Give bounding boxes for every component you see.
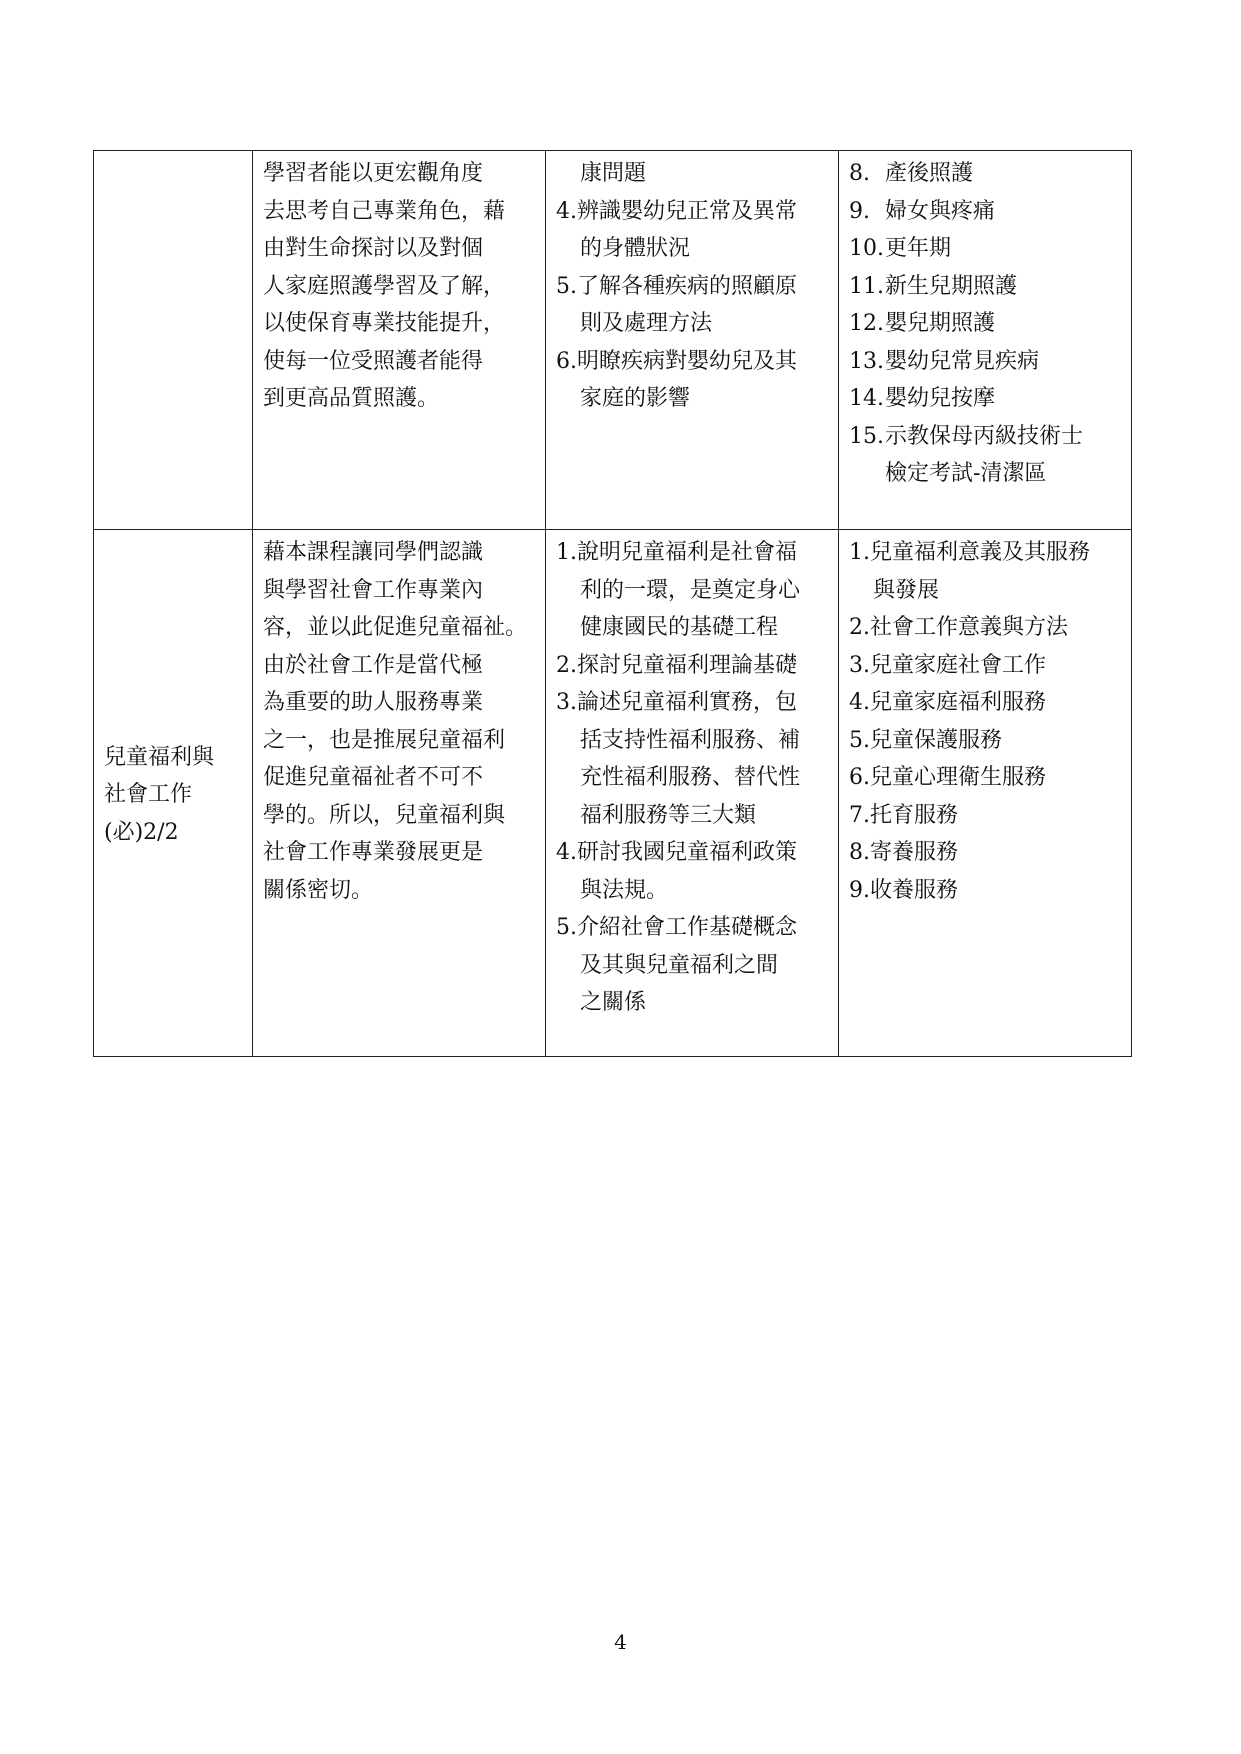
goals-cell: [546, 151, 839, 530]
content-item: [849, 418, 1125, 456]
content-item-number: 11.: [849, 273, 884, 299]
content-item-text: 嬰兒期照護: [885, 311, 996, 336]
page-number: 4: [614, 1630, 627, 1654]
content-item: [849, 305, 1125, 343]
course-name-line: (必)2/2: [104, 819, 179, 845]
objective-line: 之一，也是推展兒童福利: [263, 727, 506, 753]
goal-line: 家庭的影響: [580, 386, 691, 411]
course-name-cell: [94, 530, 253, 1057]
goal-line: 充性福利服務、替代性: [580, 765, 801, 790]
objective-line: 與學習社會工作專業內: [263, 577, 484, 603]
content-item-number: 8.: [849, 161, 870, 186]
content-cell: [839, 151, 1132, 530]
goal-line: 4.辨識嬰幼兒正常及異常: [556, 198, 797, 224]
content-item-number: 10.: [849, 236, 884, 261]
objective-line: 人家庭照護學習及了解，: [263, 273, 506, 299]
goal-line: 則及處理方法: [580, 311, 713, 336]
goal-line: 括支持性福利服務、補: [580, 727, 801, 753]
content-item: [849, 230, 1125, 268]
table-row: [94, 530, 1132, 1057]
content-item-number: 12.: [849, 311, 884, 336]
objective-line: 社會工作專業發展更是: [263, 840, 484, 865]
content-item-text: 嬰幼兒常見疾病: [885, 348, 1040, 374]
goal-line: 之關係: [580, 990, 647, 1015]
content-item: [849, 343, 1125, 381]
content-item: 與發展: [873, 577, 940, 603]
objective-line: 學的。所以，兒童福利與: [263, 802, 506, 828]
goal-line: 及其與兒童福利之間: [580, 952, 779, 978]
objective-line: 學習者能以更宏觀角度: [263, 161, 484, 186]
content-item-number: 9.: [849, 198, 870, 224]
content-item-number: 13.: [849, 348, 884, 374]
course-name-line: 社會工作: [104, 782, 193, 808]
goal-line: 2.探討兒童福利理論基礎: [556, 652, 797, 678]
content-item-text: 新生兒期照護: [885, 273, 1018, 299]
goal-line: 4.研討我國兒童福利政策: [556, 840, 797, 865]
objective-line: 由對生命探討以及對個: [263, 236, 484, 261]
goal-line: 利的一環，是奠定身心: [580, 577, 801, 603]
objective-line: 藉本課程讓同學們認識: [263, 540, 484, 565]
goal-line: 3.論述兒童福利實務，包: [556, 690, 797, 715]
goal-line: 5.了解各種疾病的照顧原: [556, 273, 797, 299]
content-item-number: 15.: [849, 423, 884, 449]
objective-line: 關係密切。: [263, 877, 374, 903]
goal-line: 福利服務等三大類: [580, 802, 757, 828]
course-name-line: 兒童福利與: [104, 744, 215, 770]
content-item: 6.兒童心理衛生服務: [849, 765, 1046, 790]
content-item: [849, 268, 1125, 306]
goal-line: 康問題: [580, 161, 647, 186]
content-item: 9.收養服務: [849, 877, 958, 903]
table-row: [94, 151, 1132, 530]
objective-cell: [253, 530, 546, 1057]
content-item: 3.兒童家庭社會工作: [849, 652, 1046, 678]
goal-line: 的身體狀況: [580, 236, 691, 261]
content-item-text: 更年期: [885, 236, 952, 261]
objective-line: 到更高品質照護。: [263, 386, 440, 411]
course-name-cell: [94, 151, 253, 530]
objective-cell: [253, 151, 546, 530]
content-item: [849, 380, 1125, 418]
goal-line: 與法規。: [580, 877, 669, 903]
goals-cell: [546, 530, 839, 1057]
content-item-text: 嬰幼兒按摩: [885, 386, 996, 411]
objective-line: 由於社會工作是當代極: [263, 652, 484, 678]
goal-line: 健康國民的基礎工程: [580, 615, 779, 640]
content-item: 2.社會工作意義與方法: [849, 615, 1068, 640]
content-item: [849, 155, 1125, 193]
content-item-text: 檢定考試-清潔區: [885, 461, 1047, 486]
curriculum-table: [93, 150, 1132, 1057]
objective-line: 促進兒童福祉者不可不: [263, 765, 484, 790]
content-item-number: 14.: [849, 386, 884, 411]
content-cell: [839, 530, 1132, 1057]
objective-line: 去思考自己專業角色，藉: [263, 198, 506, 224]
content-item-text: 婦女與疼痛: [885, 198, 996, 224]
content-item-text: 示教保母丙級技術士: [885, 423, 1084, 449]
content-item: 1.兒童福利意義及其服務: [849, 540, 1090, 565]
content-item: [849, 455, 1125, 493]
objective-line: 容，並以此促進兒童福祉。: [263, 615, 528, 640]
content-item: 8.寄養服務: [849, 840, 958, 865]
objective-line: 使每一位受照護者能得: [263, 348, 484, 374]
content-item-text: 產後照護: [885, 161, 974, 186]
content-item: 5.兒童保護服務: [849, 727, 1002, 753]
goal-line: 1.說明兒童福利是社會福: [556, 540, 797, 565]
objective-line: 以使保育專業技能提升，: [263, 311, 506, 336]
content-item: 4.兒童家庭福利服務: [849, 690, 1046, 715]
goal-line: 5.介紹社會工作基礎概念: [556, 915, 797, 940]
goal-line: 6.明瞭疾病對嬰幼兒及其: [556, 348, 797, 374]
content-item: 7.托育服務: [849, 802, 958, 828]
content-item: [849, 193, 1125, 231]
objective-line: 為重要的助人服務專業: [263, 690, 484, 715]
